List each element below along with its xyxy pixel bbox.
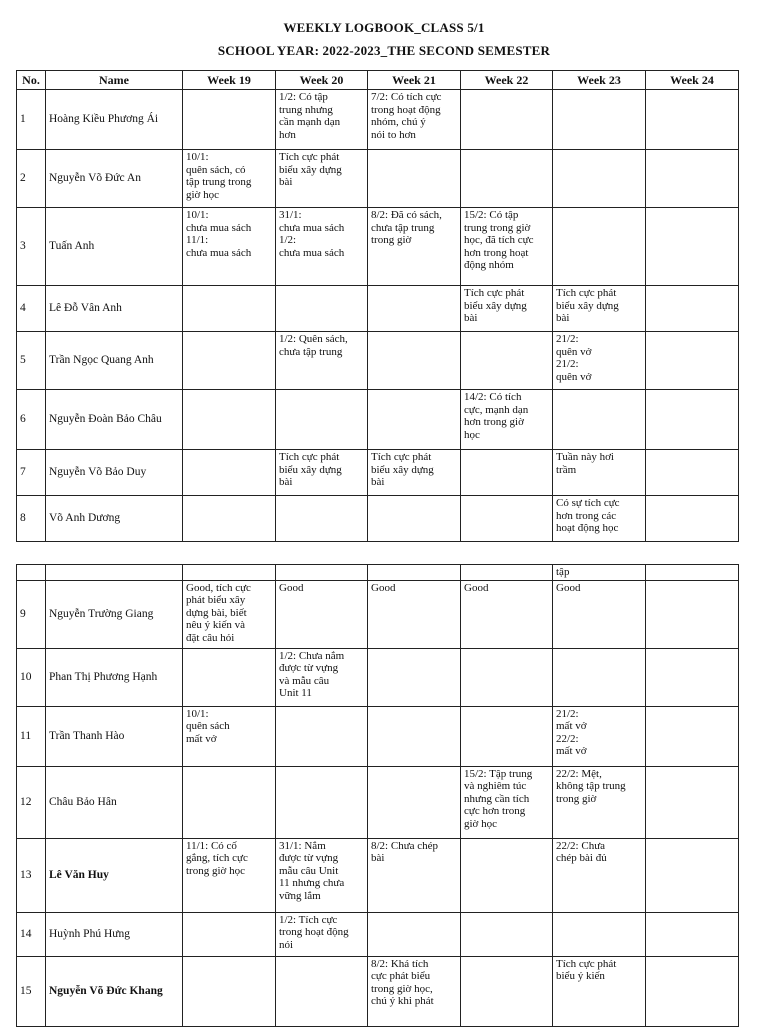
row-number: 7: [17, 450, 46, 496]
week-23-note: 22/2: Mệt, không tập trung trong giờ: [553, 766, 646, 838]
week-24-note: [646, 90, 739, 150]
row-number: 11: [17, 706, 46, 766]
week-22-note: [461, 838, 553, 912]
student-name: Nguyễn Trường Giang: [46, 580, 183, 648]
row-number: 1: [17, 90, 46, 150]
week-23-note: Có sự tích cực hơn trong các hoạt động học: [553, 496, 646, 542]
week-20-note: Good: [276, 580, 368, 648]
week-19-note: [183, 390, 276, 450]
week-20-note: 31/1: chưa mua sách 1/2: chưa mua sách: [276, 208, 368, 286]
week-21-note: [368, 150, 461, 208]
week-22-note: [461, 496, 553, 542]
table-row: [17, 286, 739, 332]
week-22-note: [461, 565, 553, 581]
header-no: No.: [17, 71, 46, 90]
week-20-note: [276, 956, 368, 1026]
header-week-22: Week 22: [461, 71, 553, 90]
week-23-note: [553, 912, 646, 956]
row-number: 12: [17, 766, 46, 838]
week-23-note: Tích cực phát biểu ý kiến: [553, 956, 646, 1026]
week-19-note: [183, 496, 276, 542]
student-name: Nguyễn Võ Bảo Duy: [46, 450, 183, 496]
week-23-note: 22/2: Chưa chép bài đủ: [553, 838, 646, 912]
week-20-note: 1/2: Tích cực trong hoạt động nói: [276, 912, 368, 956]
row-number: 6: [17, 390, 46, 450]
row-number: 8: [17, 496, 46, 542]
table-row: [17, 912, 739, 956]
week-19-note: 10/1: chưa mua sách 11/1: chưa mua sách: [183, 208, 276, 286]
week-23-note: [553, 648, 646, 706]
week-20-note: [276, 766, 368, 838]
student-name: Trần Ngọc Quang Anh: [46, 332, 183, 390]
table-row: [17, 565, 739, 581]
week-21-note: Tích cực phát biểu xây dựng bài: [368, 450, 461, 496]
week-20-note: [276, 706, 368, 766]
week-23-note: tập: [553, 565, 646, 581]
student-name: Tuấn Anh: [46, 208, 183, 286]
week-23-note: [553, 150, 646, 208]
week-24-note: [646, 706, 739, 766]
header-name: Name: [46, 71, 183, 90]
week-22-note: [461, 706, 553, 766]
week-19-note: [183, 766, 276, 838]
week-23-note: 21/2: mất vở 22/2: mất vở: [553, 706, 646, 766]
week-22-note: [461, 648, 553, 706]
week-22-note: 15/2: Có tập trung trong giờ học, đã tích cực hơn trong hoạt động nhóm: [461, 208, 553, 286]
week-19-note: 10/1: quên sách mất vở: [183, 706, 276, 766]
student-name: Trần Thanh Hào: [46, 706, 183, 766]
header-week-23: Week 23: [553, 71, 646, 90]
week-23-note: Good: [553, 580, 646, 648]
student-name: Phan Thị Phương Hạnh: [46, 648, 183, 706]
week-20-note: Tích cực phát biểu xây dựng bài: [276, 150, 368, 208]
row-number: 5: [17, 332, 46, 390]
week-21-note: 8/2: Chưa chép bài: [368, 838, 461, 912]
header-week-21: Week 21: [368, 71, 461, 90]
table-row: [17, 150, 739, 208]
week-20-note: 1/2: Có tập trung nhưng cần mạnh dạn hơn: [276, 90, 368, 150]
week-23-note: 21/2: quên vở 21/2: quên vở: [553, 332, 646, 390]
student-name: Lê Văn Huy: [46, 838, 183, 912]
week-23-note: [553, 390, 646, 450]
week-21-note: 7/2: Có tích cực trong hoạt động nhóm, chú ý nói to hơn: [368, 90, 461, 150]
table-row: [17, 332, 739, 390]
week-23-note: [553, 208, 646, 286]
week-19-note: Good, tích cực phát biểu xây dựng bài, biết nêu ý kiến và đặt câu hỏi: [183, 580, 276, 648]
table-row: [17, 90, 739, 150]
week-19-note: [183, 286, 276, 332]
week-24-note: [646, 286, 739, 332]
row-number: 13: [17, 838, 46, 912]
week-24-note: [646, 580, 739, 648]
week-22-note: [461, 90, 553, 150]
week-24-note: [646, 565, 739, 581]
week-19-note: [183, 332, 276, 390]
row-number: 2: [17, 150, 46, 208]
student-name: Hoàng Kiều Phương Ái: [46, 90, 183, 150]
week-24-note: [646, 956, 739, 1026]
week-21-note: 8/2: Đã có sách, chưa tập trung trong giờ: [368, 208, 461, 286]
week-21-note: [368, 390, 461, 450]
week-24-note: [646, 150, 739, 208]
week-20-note: 1/2: Chưa nắm được từ vựng và mẫu câu Unit 11: [276, 648, 368, 706]
week-20-note: [276, 565, 368, 581]
week-23-note: [553, 90, 646, 150]
week-22-note: [461, 150, 553, 208]
week-19-note: 11/1: Có cố gắng, tích cực trong giờ học: [183, 838, 276, 912]
week-21-note: [368, 648, 461, 706]
week-20-note: [276, 390, 368, 450]
week-19-note: [183, 956, 276, 1026]
week-21-note: [368, 912, 461, 956]
week-22-note: [461, 912, 553, 956]
week-24-note: [646, 912, 739, 956]
row-number: 9: [17, 580, 46, 648]
week-22-note: [461, 332, 553, 390]
week-22-note: 15/2: Tập trung và nghiêm túc nhưng cần tích cực hơn trong giờ học: [461, 766, 553, 838]
week-24-note: [646, 208, 739, 286]
logbook-table-bottom: [16, 564, 739, 1027]
week-22-note: Good: [461, 580, 553, 648]
week-20-note: [276, 496, 368, 542]
week-23-note: Tuần này hơi trầm: [553, 450, 646, 496]
header-row: [17, 71, 739, 90]
week-24-note: [646, 332, 739, 390]
week-22-note: [461, 450, 553, 496]
document-subtitle: SCHOOL YEAR: 2022-2023_THE SECOND SEMESTER: [217, 43, 551, 58]
row-number: 15: [17, 956, 46, 1026]
student-name: Huỳnh Phú Hưng: [46, 912, 183, 956]
week-21-note: [368, 286, 461, 332]
week-20-note: 31/1: Nắm được từ vựng mẫu câu Unit 11 nhưng chưa vững lắm: [276, 838, 368, 912]
week-19-note: [183, 912, 276, 956]
week-21-note: [368, 332, 461, 390]
table-row: [17, 496, 739, 542]
row-number: 3: [17, 208, 46, 286]
week-20-note: 1/2: Quên sách, chưa tập trung: [276, 332, 368, 390]
student-name: Nguyễn Võ Đức An: [46, 150, 183, 208]
week-19-note: 10/1: quên sách, có tập trung trong giờ học: [183, 150, 276, 208]
student-name: Nguyễn Võ Đức Khang: [46, 956, 183, 1026]
table-row: [17, 648, 739, 706]
week-19-note: [183, 565, 276, 581]
table-row: [17, 706, 739, 766]
table-row: [17, 580, 739, 648]
week-24-note: [646, 450, 739, 496]
row-number: 4: [17, 286, 46, 332]
document-title: WEEKLY LOGBOOK_CLASS 5/1: [283, 20, 485, 35]
week-21-note: [368, 706, 461, 766]
table-row: [17, 208, 739, 286]
week-21-note: [368, 766, 461, 838]
header-week-24: Week 24: [646, 71, 739, 90]
logbook-table-top: [16, 70, 739, 542]
week-24-note: [646, 496, 739, 542]
week-22-note: Tích cực phát biểu xây dựng bài: [461, 286, 553, 332]
week-24-note: [646, 390, 739, 450]
student-name: Nguyễn Đoàn Bảo Châu: [46, 390, 183, 450]
week-24-note: [646, 766, 739, 838]
student-name: Lê Đỗ Vân Anh: [46, 286, 183, 332]
row-number: 10: [17, 648, 46, 706]
student-name: [46, 565, 183, 581]
table-row: [17, 956, 739, 1026]
week-24-note: [646, 838, 739, 912]
header-week-20: Week 20: [276, 71, 368, 90]
week-20-note: [276, 286, 368, 332]
week-21-note: [368, 565, 461, 581]
table-row: [17, 390, 739, 450]
row-number: [17, 565, 46, 581]
week-19-note: [183, 90, 276, 150]
week-21-note: 8/2: Khá tích cực phát biểu trong giờ học, chú ý khi phát: [368, 956, 461, 1026]
row-number: 14: [17, 912, 46, 956]
week-19-note: [183, 648, 276, 706]
header-week-19: Week 19: [183, 71, 276, 90]
week-22-note: [461, 956, 553, 1026]
week-21-note: Good: [368, 580, 461, 648]
student-name: Châu Bảo Hân: [46, 766, 183, 838]
week-19-note: [183, 450, 276, 496]
table-row: [17, 766, 739, 838]
table-row: [17, 450, 739, 496]
week-24-note: [646, 648, 739, 706]
student-name: Võ Anh Dương: [46, 496, 183, 542]
week-22-note: 14/2: Có tích cực, mạnh dạn hơn trong giờ học: [461, 390, 553, 450]
week-20-note: Tích cực phát biểu xây dựng bài: [276, 450, 368, 496]
week-21-note: [368, 496, 461, 542]
table-row: [17, 838, 739, 912]
week-23-note: Tích cực phát biểu xây dựng bài: [553, 286, 646, 332]
